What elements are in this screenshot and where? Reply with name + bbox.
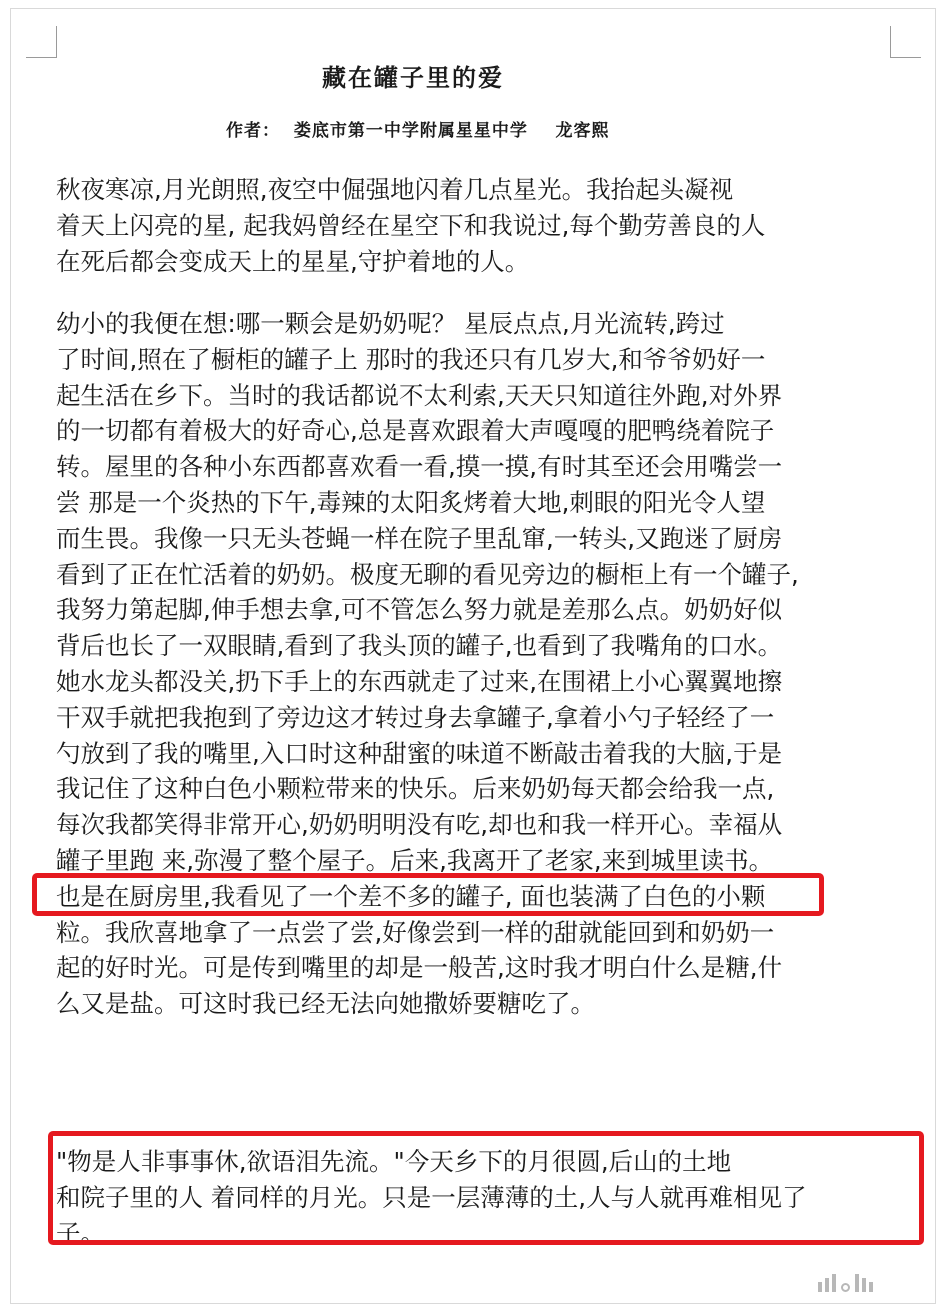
text-line: 也是在厨房里,我看见了一个差不多的罐子, 面也装满了白色的小颗 [56,881,766,911]
document-title: 藏在罐子里的爱 [322,64,504,92]
text-line: 转。屋里的各种小东西都喜欢看一看,摸一摸,有时其至还会用嘴尝一 [56,452,783,482]
crop-mark-top-right [891,57,921,58]
text-line: 幼小的我便在想:哪一颗会是奶奶呢？ 星辰点点,月光流转,跨过 [56,309,725,338]
red-highlight-box-sentence [32,873,824,916]
highlighted-text-line: 每次我都笑得非常开心,奶奶明明没有吃,却也和我一样开心。幸福从 [56,810,783,840]
text-line: 么又是盐。可这时我已经无法向她撒娇要糖吃了。 [56,989,595,1019]
text-line: 罐子里跑 来,弥漫了整个屋子。后来,我离开了老家,来到城里读书。 [56,845,774,875]
red-highlight-box-quote [48,1131,924,1248]
crop-mark-top-right [890,26,891,58]
text-line: 秋夜寒凉,月光朗照,夜空中倔强地闪着几点星光。我抬起头凝视 [56,175,734,204]
paragraph-1 [56,172,926,279]
text-line: 粒。我欣喜地拿了一点尝了尝,好像尝到一样的甜就能回到和奶奶一 [56,917,775,947]
text-line: 起的好时光。可是传到嘴里的却是一般苦,这时我才明白什么是糖,什 [56,953,783,983]
text-line: 我记住了这种白色小颗粒带来的快乐。后来奶奶每天都会给我一点, [56,774,775,804]
text-line: 看到了正在忙活着的奶奶。极度无聊的看见旁边的橱柜上有一个罐子, [56,559,799,589]
text-line: 着天上闪亮的星, 起我妈曾经在星空下和我说过,每个勤劳善良的人 [56,210,766,240]
text-line: 在死后都会变成天上的星星,守护着地的人。 [56,246,530,276]
text-line: 子。 [56,1218,105,1248]
text-line: 干双手就把我抱到了旁边这才转过身去拿罐子,拿着小勺子轻经了一 [56,702,775,732]
text-line: 起生活在乡下。当时的我话都说不太利索,天天只知道往外跑,对外界 [56,380,783,410]
text-line: 勺放到了我的嘴里,入口时这种甜蜜的味道不断敲击着我的大脑,于是 [56,738,783,768]
text-line: 了时间,照在了橱柜的罐子上 那时的我还只有几岁大,和爷爷奶好一 [56,344,766,374]
author-byline: 作者： 娄底市第一中学附属星星中学 龙客熙 [226,121,610,141]
text-line: 我努力第起脚,伸手想去拿,可不管怎么努力就是差那么点。奶奶好似 [56,595,783,625]
crop-mark-top-left [26,57,56,58]
text-line: 和院子里的人 着同样的月光。只是一层薄薄的土,人与人就再难相见了 [56,1182,807,1212]
text-line: "物是人非事事休,欲语泪先流。"今天乡下的月很圆,后山的土地 [56,1147,732,1176]
crop-mark-top-left [56,26,57,58]
text-line: 背后也长了一双眼睛,看到了我头顶的罐子,也看到了我嘴角的口水。 [56,631,783,661]
text-line: 而生畏。我像一只无头苍蝇一样在院子里乱窜,一转头,又跑迷了厨房 [56,523,783,553]
text-line: 她水龙头都没关,扔下手上的东西就走了过来,在围裙上小心翼翼地擦 [56,666,783,696]
text-line: 的一切都有着极大的好奇心,总是喜欢跟着大声嘎嘎的肥鸭绕着院子 [56,416,775,446]
watermark-logo [818,1274,873,1292]
text-line: 尝 那是一个炎热的下午,毒辣的太阳炙烤着大地,刺眼的阳光令人望 [56,487,766,517]
